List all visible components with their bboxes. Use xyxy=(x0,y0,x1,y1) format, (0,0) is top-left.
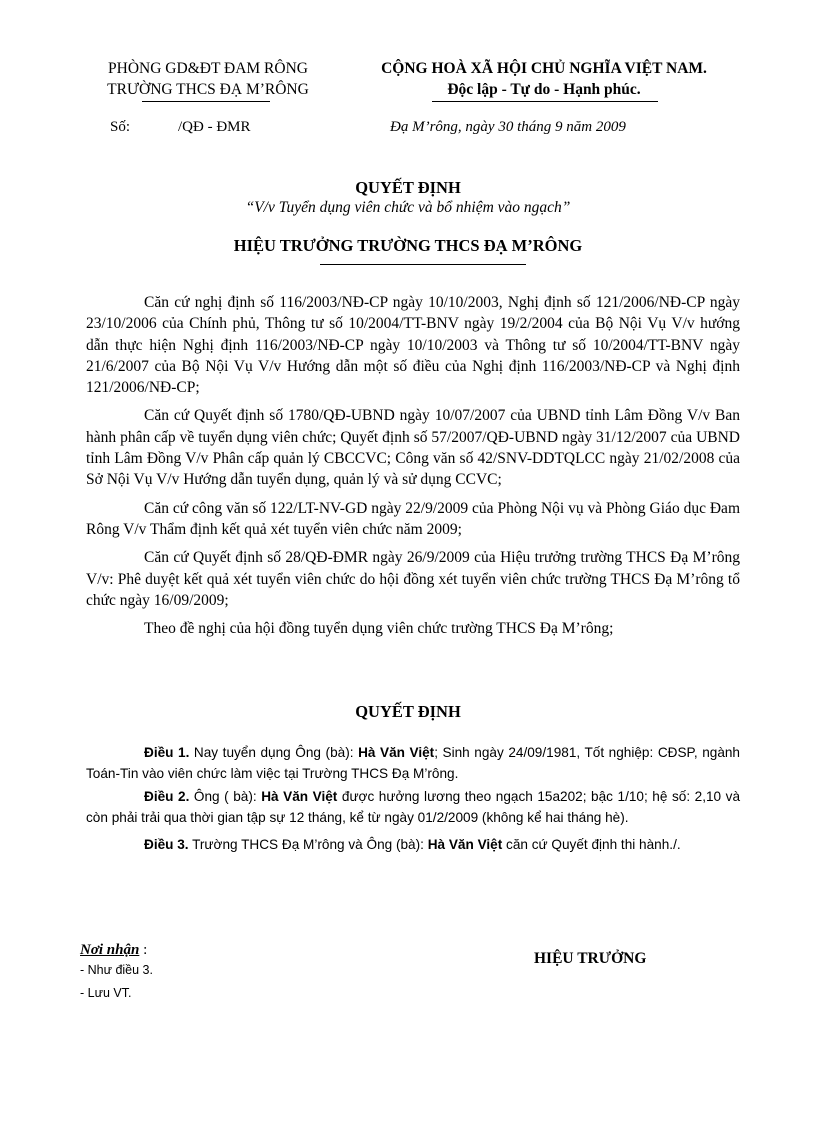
national-header xyxy=(348,58,740,100)
number-label: Số: xyxy=(110,119,131,135)
person-name: Hà Văn Việt xyxy=(261,789,338,804)
decision-title: QUYẾT ĐỊNH xyxy=(355,702,461,721)
articles xyxy=(86,742,740,857)
article-1 xyxy=(86,742,740,784)
article-text: Ông ( bà): xyxy=(189,789,262,804)
preamble-paragraph: Căn cứ công văn số 122/LT-NV-GD ngày 22/9/2009 của Phòng Nội vụ và Phòng Giáo dục Đam Rông V/v Thẩm định kết quả xét tuyển viên chức năm 2009; xyxy=(86,499,740,538)
document-number xyxy=(110,119,251,136)
article-text: được hưởng lương theo ngạch 15a202; bậc 1/10; hệ số: 2,10 và còn phải trải qua thời gian tập sự 12 tháng, kể từ ngày 01/2/2009 (không kể hai tháng hè). xyxy=(86,789,741,825)
preamble-paragraph: Căn cứ Quyết định số 1780/QĐ-UBND ngày 10/07/2007 của UBND tỉnh Lâm Đồng V/v Ban hành phân cấp về tuyển dụng viên chức; Quyết định số 57/2007/QĐ-UBND ngày 31/12/2007 của UBND tỉnh Lâm Đồng V/v Phân cấp quản lý CBCCVC; Công văn số 42/SNV-DDTQLCC ngày 21/02/2008 của Sở Nội Vụ V/v Hướng dẫn tuyển dụng, quản lý và sử dụng CCVC; xyxy=(86,407,740,489)
article-text: Trường THCS Đạ M’rông và Ông (bà): xyxy=(188,837,428,852)
org-school: TRƯỜNG THCS ĐẠ M’RÔNG xyxy=(107,81,309,98)
signature-title: HIỆU TRƯỞNG xyxy=(534,950,647,967)
issuing-organization xyxy=(80,58,336,100)
document-date: Đạ M’rông, ngày 30 tháng 9 năm 2009 xyxy=(390,119,626,135)
recipient-item: - Như điều 3. xyxy=(80,963,153,977)
person-name: Hà Văn Việt xyxy=(358,745,435,760)
article-text: căn cứ Quyết định thi hành./. xyxy=(502,837,681,852)
document-title: QUYẾT ĐỊNH xyxy=(355,178,461,197)
recipients-suffix: : xyxy=(139,942,148,958)
recipient-item: - Lưu VT. xyxy=(80,986,132,1000)
person-name: Hà Văn Việt xyxy=(427,837,503,852)
motto-underline xyxy=(432,101,658,102)
recipients xyxy=(80,942,153,1005)
preamble-paragraph: Căn cứ nghị định số 116/2003/NĐ-CP ngày 10/10/2003, Nghị định số 121/2006/NĐ-CP ngày 23/10/2006 của Chính phủ, Thông tư số 10/2004/TT-BNV ngày 19/2/2004 của Bộ Nội Vụ V/v hướng dẫn thực hiện Nghị định 116/2003/NĐ-CP ngày 10/10/2003 và Thông tư số 10/2004/TT-BNV ngày 21/6/2007 của Bộ Nội Vụ V/v Hướng dẫn một số điều của Nghị định 116/2003/NĐ-CP và Nghị định 121/2006/NĐ-CP; xyxy=(86,294,740,397)
preamble-paragraph: Theo đề nghị của hội đồng tuyển dụng viên chức trường THCS Đạ M’rông; xyxy=(144,620,614,638)
number-code: /QĐ - ĐMR xyxy=(178,119,251,135)
org-underline xyxy=(142,101,270,102)
preamble-paragraph: Căn cứ Quyết định số 28/QĐ-ĐMR ngày 26/9/2009 của Hiệu trưởng trường THCS Đạ M’rông V/v: Phê duyệt kết quả xét tuyển viên chức do hội đồng xét tuyển viên chức trường THCS Đạ M’rông tổ chức ngày 16/09/2009; xyxy=(86,549,740,609)
article-text: Nay tuyển dụng Ông (bà): xyxy=(189,745,359,760)
recipients-title: Nơi nhận xyxy=(80,942,140,958)
org-department: PHÒNG GD&ĐT ĐAM RÔNG xyxy=(108,60,308,77)
preamble xyxy=(86,292,740,646)
article-2 xyxy=(86,786,740,828)
nation-motto: Độc lập - Tự do - Hạnh phúc. xyxy=(447,81,641,98)
document-subject: “V/v Tuyển dụng viên chức và bổ nhiệm vào ngạch” xyxy=(245,199,571,216)
article-label: Điều 3. xyxy=(144,837,189,852)
article-3 xyxy=(86,834,740,855)
issuer-title: HIỆU TRƯỞNG TRƯỜNG THCS ĐẠ M’RÔNG xyxy=(233,236,583,255)
issuer-underline xyxy=(320,264,526,265)
article-text: ; Sinh ngày 24/09/1981, Tốt nghiệp: CĐSP, ngành Toán-Tin vào viên chức làm việc tại Trường THCS Đạ M’rông. xyxy=(86,745,740,781)
article-label: Điều 2. xyxy=(144,789,190,804)
nation-name: CỘNG HOÀ XÃ HỘI CHỦ NGHĨA VIỆT NAM. xyxy=(381,60,707,77)
article-label: Điều 1. xyxy=(144,745,190,760)
